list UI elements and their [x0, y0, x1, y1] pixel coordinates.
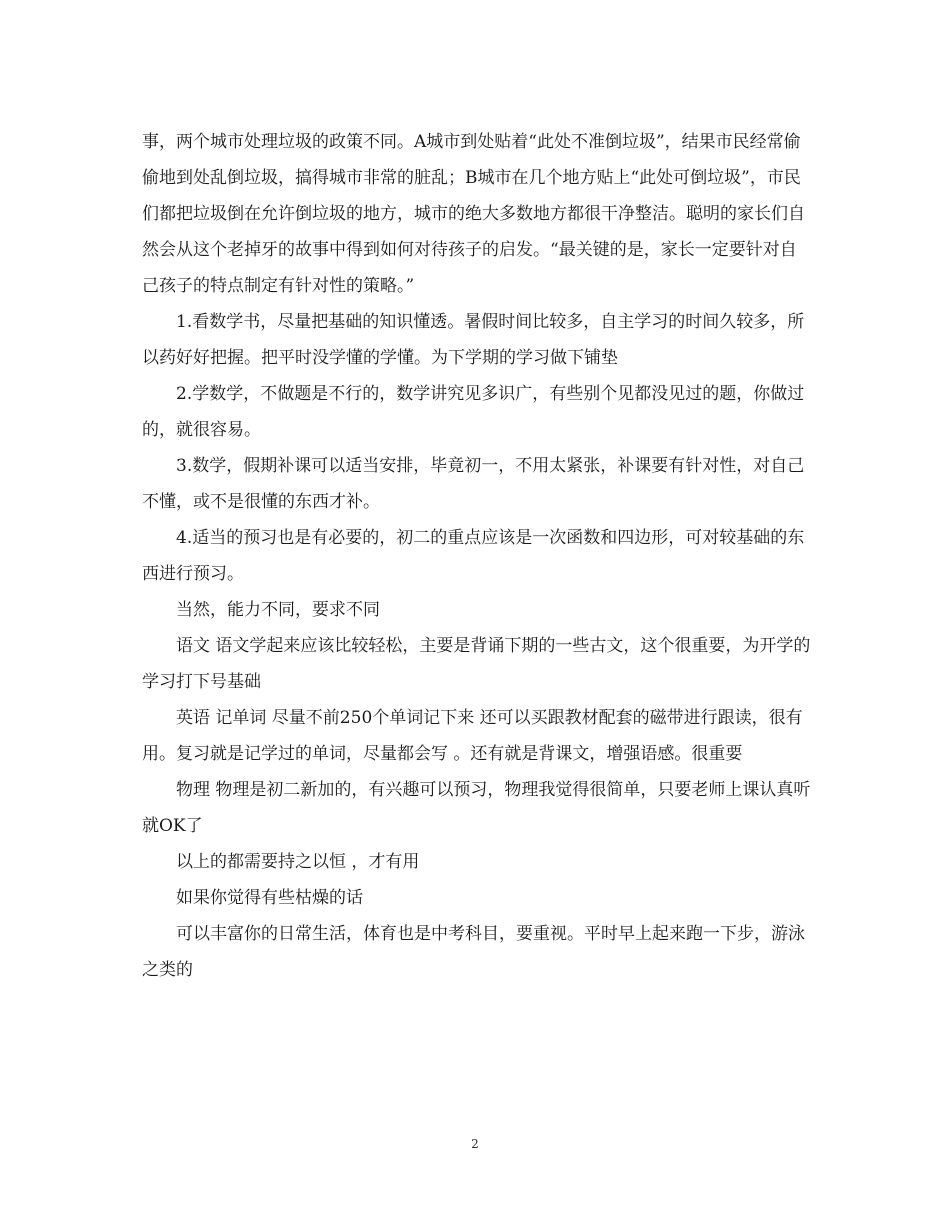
paragraph-chinese: 语文 语文学起来应该比较轻松，主要是背诵下期的一些古文，这个很重要，为开学的学习打下号基础 — [142, 636, 811, 692]
paragraph-math-book: 1.看数学书，尽量把基础的知识懂透。暑假时间比较多，自主学习的时间久较多，所以药好好把握。把平时没学懂的学懂。为下学期的学习做下铺垫 — [142, 312, 805, 368]
paragraph-preview: 4.适当的预习也是有必要的，初二的重点应该是一次函数和四边形，可对较基础的东西进行预习。 — [142, 528, 805, 584]
paragraph-sports: 可以丰富你的日常生活，体育也是中考科目，要重视。平时早上起来跑一下步，游泳之类的 — [142, 924, 805, 980]
paragraph-intro-story: 事，两个城市处理垃圾的政策不同。A城市到处贴着“此处不准倒垃圾”，结果市民经常偷偷地到处乱倒垃圾，搞得城市非常的脏乱；B城市在几个地方贴上“此处可倒垃圾”，市民们都把垃圾倒在允许倒垃圾的地方，城市的绝大多数地方都很干净整洁。聪明的家长们自然会从这个老掉牙的故事中得到如何对待孩子的启发。“最关键的是，家长一定要针对自己孩子的特点制定有针对性的策略。” — [142, 132, 805, 296]
document-body — [142, 124, 812, 988]
paragraph-ability: 当然，能力不同，要求不同 — [176, 600, 380, 620]
paragraph-math-practice: 2.学数学，不做题是不行的，数学讲究见多识广，有些别个见都没见过的题，你做过的，就很容易。 — [142, 384, 805, 440]
paragraph-persistence: 以上的都需要持之以恒 ，才有用 — [176, 852, 420, 872]
page-number: 2 — [471, 1137, 479, 1151]
paragraph-math-tutoring: 3.数学，假期补课可以适当安排，毕竟初一，不用太紧张，补课要有针对性，对自己不懂，或不是很懂的东西才补。 — [142, 456, 805, 512]
paragraph-english: 英语 记单词 尽量不前250个单词记下来 还可以买跟教材配套的磁带进行跟读，很有用。复习就是记学过的单词，尽量都会写 。还有就是背课文，增强语感。很重要 — [142, 708, 803, 764]
paragraph-physics: 物理 物理是初二新加的，有兴趣可以预习，物理我觉得很简单，只要老师上课认真听就OK了 — [142, 780, 811, 836]
paragraph-boring: 如果你觉得有些枯燥的话 — [176, 888, 363, 908]
